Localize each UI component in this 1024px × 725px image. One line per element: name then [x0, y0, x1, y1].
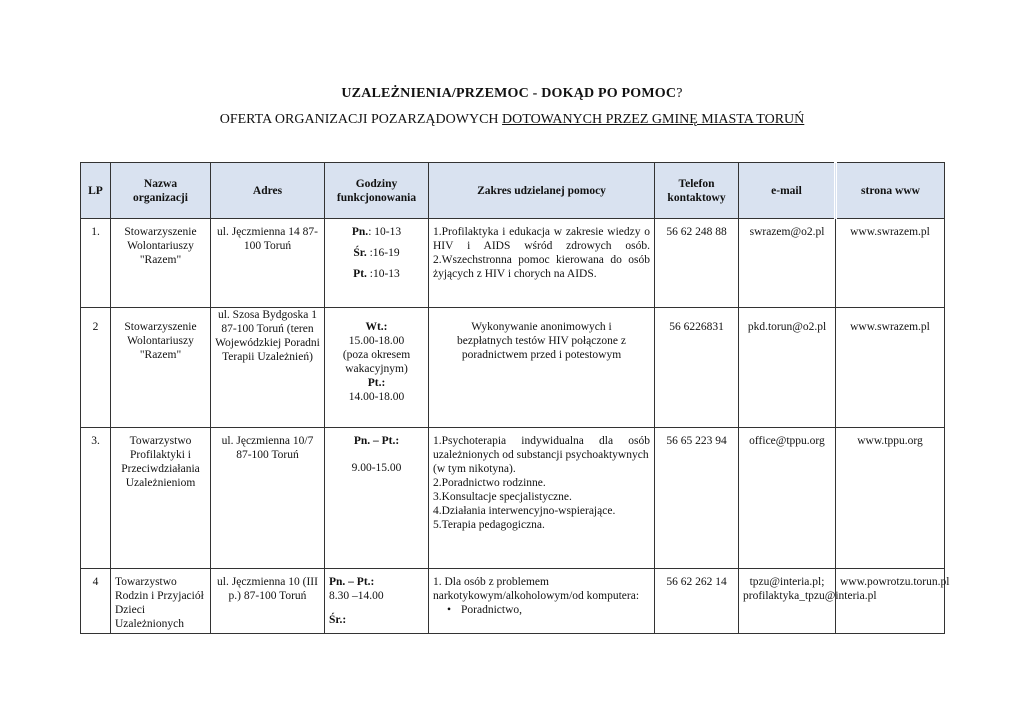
row-phone: 56 65 223 94 — [655, 428, 739, 569]
row-scope: 1.Psychoterapia indywidualna dla osób uzależnionych od substancji psychoaktywnych (w tym nikotyna). 2.Poradnictwo rodzinne. 3.Konsultacje specjalistyczne. 4.Działania interwencyjno-wspierające. 5.Terapia pedagogiczna. — [429, 428, 655, 569]
header-name: Nazwa organizacji — [111, 163, 211, 219]
row-hours: Pn.: 10-13 Śr. :16-19 Pt. :10-13 — [325, 219, 429, 308]
table-row — [81, 428, 945, 569]
row-www: www.tppu.org — [836, 428, 945, 569]
row-email: tpzu@interia.pl; profilaktyka_tpzu@interia.pl — [739, 569, 836, 634]
row-org-name: Stowarzyszenie Wolontariuszy "Razem" — [111, 219, 211, 308]
table-row — [81, 569, 945, 634]
row-hours: Pn. – Pt.: 8.30 –14.00 Śr.: — [325, 569, 429, 634]
row-lp: 4 — [81, 569, 111, 634]
row-www: www.swrazem.pl — [836, 308, 945, 428]
list-item: • Poradnictwo, — [447, 604, 523, 616]
row-email: swrazem@o2.pl — [739, 219, 836, 308]
document-title: UZALEŻNIENIA/PRZEMOC - DOKĄD PO POMOC? — [341, 86, 683, 101]
document-subtitle: OFERTA ORGANIZACJI POZARZĄDOWYCH DOTOWANYCH PRZEZ GMINĘ MIASTA TORUŃ — [219, 112, 805, 127]
row-scope: 1. Dla osób z problemem narkotykowym/alkoholowym/od komputera: • Poradnictwo, — [429, 569, 655, 634]
row-address: ul. Jęczmienna 14 87-100 Toruń — [211, 219, 325, 308]
row-hours: Pn. – Pt.: 9.00-15.00 — [325, 428, 429, 569]
row-lp: 3. — [81, 428, 111, 569]
row-org-name: Stowarzyszenie Wolontariuszy "Razem" — [111, 308, 211, 428]
header-phone: Telefon kontaktowy — [655, 163, 739, 219]
row-email: pkd.torun@o2.pl — [739, 308, 836, 428]
row-org-name: Towarzystwo Profilaktyki i Przeciwdziałania Uzależnieniom — [111, 428, 211, 569]
table-row — [81, 308, 945, 428]
row-lp: 1. — [81, 219, 111, 308]
organizations-table — [80, 162, 950, 634]
row-address: ul. Szosa Bydgoska 1 87-100 Toruń (teren Wojewódzkiej Poradni Terapii Uzależnień) — [211, 308, 325, 428]
header-address: Adres — [211, 163, 325, 219]
row-org-name: Towarzystwo Rodzin i Przyjaciół Dzieci Uzależnionych — [111, 569, 211, 634]
row-scope: Wykonywanie anonimowych i bezpłatnych testów HIV połączone z poradnictwem przed i potestowym — [429, 308, 655, 428]
row-scope: 1.Profilaktyka i edukacja w zakresie wiedzy o HIV i AIDS wśród zdrowych osób. 2.Wszechstronna pomoc kierowana do osób żyjących z HIV i chorych na AIDS. — [429, 219, 655, 308]
row-www: www.powrotzu.torun.pl — [836, 569, 945, 634]
row-hours: Wt.: 15.00-18.00 (poza okresem wakacyjnym) Pt.: 14.00-18.00 — [325, 308, 429, 428]
header-www: strona www — [836, 163, 945, 219]
table-row — [81, 219, 945, 308]
row-email: office@tppu.org — [739, 428, 836, 569]
bullet-icon: • — [447, 604, 452, 616]
row-phone: 56 62 262 14 — [655, 569, 739, 634]
row-www: www.swrazem.pl — [836, 219, 945, 308]
table-header-row — [81, 163, 945, 219]
row-phone: 56 62 248 88 — [655, 219, 739, 308]
header-hours: Godziny funkcjonowania — [325, 163, 429, 219]
row-address: ul. Jęczmienna 10 (III p.) 87-100 Toruń — [211, 569, 325, 634]
row-address: ul. Jęczmienna 10/7 87-100 Toruń — [211, 428, 325, 569]
row-phone: 56 6226831 — [655, 308, 739, 428]
header-email: e-mail — [739, 163, 836, 219]
header-scope: Zakres udzielanej pomocy — [429, 163, 655, 219]
header-lp: LP — [81, 163, 111, 219]
row-lp: 2 — [81, 308, 111, 428]
